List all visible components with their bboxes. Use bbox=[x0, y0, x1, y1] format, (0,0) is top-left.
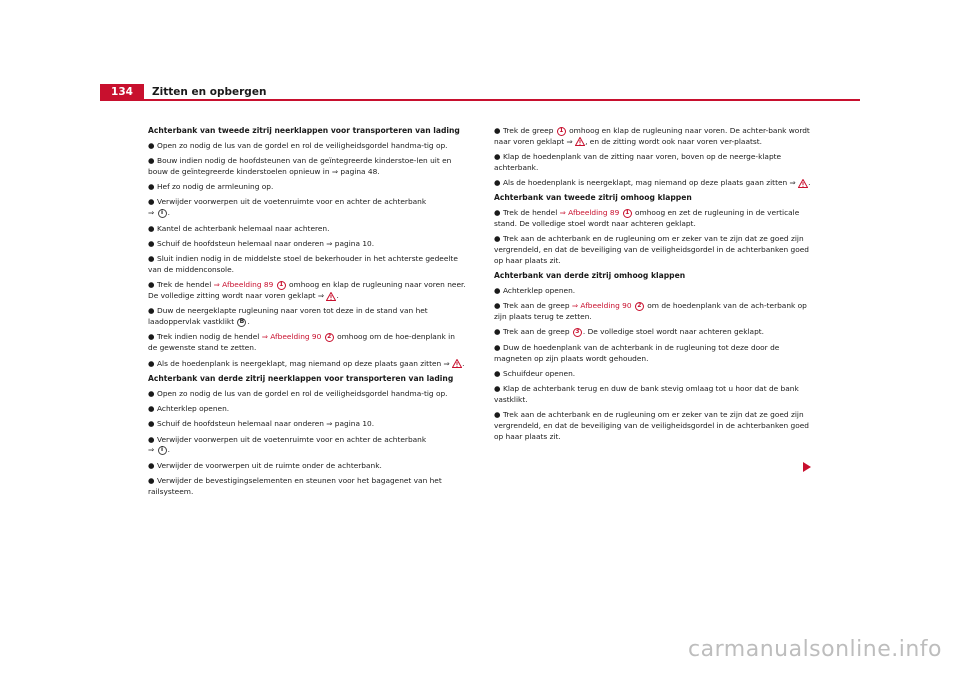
list-item: ● Schuif de hoofdsteun helemaal naar onderen ⇒ pagina 10. bbox=[148, 419, 375, 429]
callout-number: 2 bbox=[325, 333, 334, 342]
list-item: ● Verwijder de bevestigingselementen en steunen voor het bagagenet van het railsysteem. bbox=[148, 475, 442, 496]
bullet-icon: ● bbox=[494, 368, 501, 378]
bullet-icon: ● bbox=[148, 140, 155, 150]
list-item: ● Schuif de hoofdsteun helemaal naar onderen ⇒ pagina 10. bbox=[148, 238, 375, 248]
bullet-icon: ● bbox=[494, 286, 501, 296]
bullet-icon: ● bbox=[148, 434, 155, 444]
list-item: ● Als de hoedenplank is neergeklapt, mag niemand op deze plaats gaan zitten ⇒ . bbox=[148, 358, 465, 368]
list-item: ● Verwijder de voorwerpen uit de ruimte onder de achterbank. bbox=[148, 460, 382, 470]
bullet-icon: ● bbox=[148, 238, 155, 248]
continue-arrow-icon bbox=[803, 462, 811, 472]
warning-triangle-icon bbox=[326, 292, 336, 301]
bullet-icon: ● bbox=[148, 197, 155, 207]
section-title: Achterbank van derde zitrij omhoog klappen bbox=[494, 271, 686, 281]
figure-link[interactable]: ⇒ Afbeelding 89 bbox=[559, 208, 620, 218]
list-item: ● Trek aan de achterbank en de rugleuning om er zeker van te zijn dat ze goed zijn vergrendeld, en dat de beveiliging van de veiligheidsgordel in de achterbanken goed op haar plaats zit. bbox=[494, 410, 810, 441]
info-circle-icon: i bbox=[158, 446, 167, 455]
bullet-icon: ● bbox=[494, 126, 501, 135]
callout-number: 1 bbox=[623, 209, 632, 218]
callout-number: 2 bbox=[635, 302, 644, 311]
list-item: ● Trek aan de greep ⇒ Afbeelding 90 2 om de hoedenplank van de ach-terbank op zijn plaats terug te zetten. bbox=[494, 301, 807, 322]
list-item: ● Bouw indien nodig de hoofdsteunen van de geïntegreerde kinderstoe-len uit en bouw de geïntegreerde kinderstoelen opnieuw in ⇒ pagina 48. bbox=[148, 156, 452, 176]
warning-triangle-icon bbox=[575, 137, 585, 146]
list-item: ● Trek aan de achterbank en de rugleuning om er zeker van te zijn dat ze goed zijn vergrendeld, en dat de beveiliging van de veiligheidsgordel in de achterbanken goed op haar plaats zit. bbox=[494, 234, 810, 265]
section-title: Achterbank van tweede zitrij omhoog klappen bbox=[494, 193, 692, 203]
list-item: ● Trek de greep 1 omhoog en klap de rugleuning naar voren. De achter-bank wordt naar voren geklapt ⇒ , en de zitting wordt ook naar voren ver-plaatst. bbox=[494, 126, 810, 146]
info-circle-icon: i bbox=[158, 209, 167, 218]
callout-number: 1 bbox=[277, 281, 286, 290]
bullet-icon: ● bbox=[148, 475, 155, 485]
bullet-icon: ● bbox=[148, 332, 155, 342]
bullet-icon: ● bbox=[148, 388, 155, 398]
section-title: Achterbank van tweede zitrij neerklappen voor transporteren van lading bbox=[148, 126, 460, 135]
bullet-icon: ● bbox=[494, 301, 501, 311]
figure-link[interactable]: ⇒ Afbeelding 89 bbox=[213, 280, 274, 290]
warning-triangle-icon bbox=[798, 179, 808, 188]
bullet-icon: ● bbox=[494, 178, 501, 188]
list-item: ● Schuifdeur openen. bbox=[494, 368, 576, 378]
bullet-icon: ● bbox=[148, 156, 155, 166]
bullet-icon: ● bbox=[148, 280, 155, 290]
list-item: ● Trek de hendel ⇒ Afbeelding 89 1 omhoog en klap de rugleuning naar voren neer. De volledige zitting wordt naar voren geklapt ⇒ . bbox=[148, 280, 466, 301]
watermark: carmanualsonline.info bbox=[688, 637, 942, 662]
callout-letter: B bbox=[237, 318, 246, 327]
list-item: ● Hef zo nodig de armleuning op. bbox=[148, 182, 274, 192]
callout-number: 3 bbox=[573, 328, 582, 337]
header-rule bbox=[100, 99, 860, 101]
list-item: ● Open zo nodig de lus van de gordel en rol de veiligheidsgordel handma-tig op. bbox=[148, 388, 448, 398]
section-title: Achterbank van derde zitrij neerklappen voor transporteren van lading bbox=[148, 373, 454, 383]
callout-number: 1 bbox=[557, 127, 566, 136]
bullet-icon: ● bbox=[148, 403, 155, 413]
list-item: ● Trek aan de greep 3 . De volledige stoel wordt naar achteren geklapt. bbox=[494, 327, 765, 337]
left-column bbox=[148, 126, 466, 502]
bullet-icon: ● bbox=[148, 254, 155, 264]
bullet-icon: ● bbox=[494, 342, 501, 352]
page-number: 134 bbox=[100, 84, 144, 100]
bullet-icon: ● bbox=[494, 234, 501, 244]
warning-triangle-icon bbox=[452, 359, 462, 368]
list-item: ● Achterklep openen. bbox=[494, 286, 576, 296]
bullet-icon: ● bbox=[148, 358, 155, 368]
bullet-icon: ● bbox=[148, 419, 155, 429]
list-item: ● Trek de hendel ⇒ Afbeelding 89 1 omhoog en zet de rugleuning in de verticale stand. De volledige stoel wordt naar achteren geklapt. bbox=[494, 208, 800, 229]
bullet-icon: ● bbox=[494, 152, 501, 162]
list-item: ● Open zo nodig de lus van de gordel en rol de veiligheidsgordel handma-tig op. bbox=[148, 140, 448, 150]
bullet-icon: ● bbox=[494, 384, 501, 394]
list-item: ● Verwijder voorwerpen uit de voetenruimte voor en achter de achterbank ⇒ i . bbox=[148, 197, 427, 218]
bullet-icon: ● bbox=[148, 182, 155, 192]
list-item: ● Verwijder voorwerpen uit de voetenruimte voor en achter de achterbank ⇒ i . bbox=[148, 434, 427, 455]
list-item: ● Achterklep openen. bbox=[148, 403, 230, 413]
bullet-icon: ● bbox=[148, 306, 155, 316]
bullet-icon: ● bbox=[494, 410, 501, 420]
figure-link[interactable]: ⇒ Afbeelding 90 bbox=[261, 332, 322, 342]
chapter-title: Zitten en opbergen bbox=[152, 86, 267, 98]
list-item: ● Trek indien nodig de hendel ⇒ Afbeelding 90 2 omhoog om de hoe-denplank in de gewenste stand te zetten. bbox=[148, 332, 455, 353]
figure-link[interactable]: ⇒ Afbeelding 90 bbox=[571, 301, 632, 311]
list-item: ● Sluit indien nodig in de middelste stoel de bekerhouder in het achterste gedeelte van de middenconsole. bbox=[148, 254, 458, 274]
list-item: ● Als de hoedenplank is neergeklapt, mag niemand op deze plaats gaan zitten ⇒ . bbox=[494, 178, 811, 188]
list-item: ● Klap de hoedenplank van de zitting naar voren, boven op de neerge-klapte achterbank. bbox=[494, 152, 782, 172]
list-item: ● Kantel de achterbank helemaal naar achteren. bbox=[148, 223, 330, 233]
bullet-icon: ● bbox=[148, 460, 155, 470]
bullet-icon: ● bbox=[494, 327, 501, 337]
right-column bbox=[494, 126, 812, 447]
bullet-icon: ● bbox=[494, 208, 501, 218]
list-item: ● Duw de neergeklapte rugleuning naar voren tot deze in de stand van het laadoppervlak vastklikt B . bbox=[148, 306, 428, 327]
list-item: ● Klap de achterbank terug en duw de bank stevig omlaag tot u hoor dat de bank vastklikt. bbox=[494, 384, 799, 404]
bullet-icon: ● bbox=[148, 223, 155, 233]
list-item: ● Duw de hoedenplank van de achterbank in de rugleuning tot deze door de magneten op zijn plaats wordt gehouden. bbox=[494, 342, 780, 363]
